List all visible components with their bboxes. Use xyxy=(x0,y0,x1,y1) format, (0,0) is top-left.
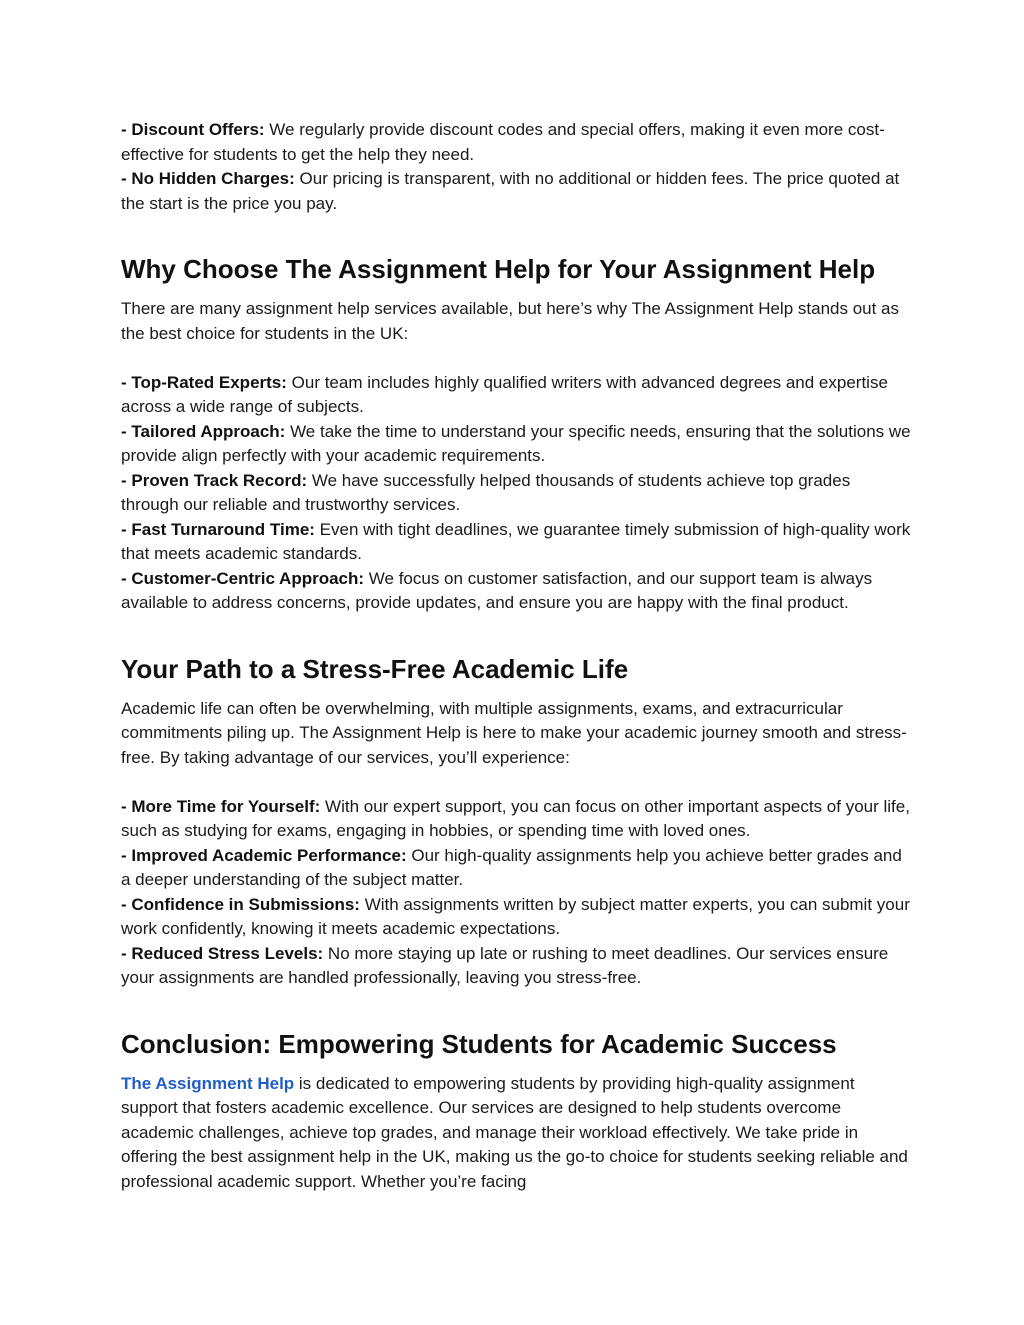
item-label: - No Hidden Charges: xyxy=(121,169,295,188)
item-text: We take the time to understand your specific needs, ensuring that the solutions we provide align perfectly with your academic requirements. xyxy=(121,421,911,465)
item-text: Our pricing is transparent, with no additional or hidden fees. The price quoted at the start is the price you pay. xyxy=(121,169,900,213)
section-heading: Why Choose The Assignment Help for Your Assignment Help xyxy=(121,254,876,284)
list-item xyxy=(121,795,911,844)
item-text: Even with tight deadlines, we guarantee timely submission of high-quality work that meets academic standards. xyxy=(121,519,911,563)
section-why-choose xyxy=(121,253,911,616)
item-text: With our expert support, you can focus on other important aspects of your life, such as studying for exams, engaging in hobbies, or spending time with loved ones. xyxy=(121,796,910,840)
item-label: - Proven Track Record: xyxy=(121,470,308,490)
item-text: No more staying up late or rushing to meet deadlines. Our services ensure your assignments are handled professionally, leaving you stress-free. xyxy=(121,943,889,987)
item-label: - Customer-Centric Approach: xyxy=(121,568,365,588)
section-stress-free xyxy=(121,653,911,991)
item-text: We focus on customer satisfaction, and our support team is always available to address concerns, provide updates, and ensure you are happy with the final product. xyxy=(121,568,873,612)
list-item xyxy=(121,167,911,216)
section-intro: Academic life can often be overwhelming, with multiple assignments, exams, and extracurricular commitments piling up. The Assignment Help is here to make your academic journey smooth and stress-free. By taking advantage of our services, you’ll experience: xyxy=(121,698,907,767)
document-page xyxy=(121,118,911,1194)
item-label: - Reduced Stress Levels: xyxy=(121,943,324,963)
section-conclusion xyxy=(121,1028,911,1195)
conclusion-paragraph xyxy=(121,1072,911,1195)
item-text: With assignments written by subject matter experts, you can submit your work confidently, knowing it meets academic expectations. xyxy=(121,894,910,938)
item-label: - Tailored Approach: xyxy=(121,421,286,441)
item-text: We have successfully helped thousands of students achieve top grades through our reliable and trustworthy services. xyxy=(121,470,851,514)
section-heading: Your Path to a Stress-Free Academic Life xyxy=(121,653,629,684)
list-item xyxy=(121,567,911,616)
item-text: Our high-quality assignments help you achieve better grades and a deeper understanding of the subject matter. xyxy=(121,845,902,889)
list-item xyxy=(121,469,911,518)
list-item xyxy=(121,118,911,167)
section-intro: There are many assignment help services available, but here’s why The Assignment Help stands out as the best choice for students in the UK: xyxy=(121,299,900,343)
section-heading: Conclusion: Empowering Students for Academic Success xyxy=(121,1028,837,1059)
item-text: Our team includes highly qualified writers with advanced degrees and expertise across a wide range of subjects. xyxy=(121,372,888,416)
conclusion-text: is dedicated to empowering students by providing high-quality assignment support that fosters academic excellence. Our services are designed to help students overcome academic challenges, achieve top grades, and manage their workload effectively. We take pride in offering the best assignment help in the UK, making us the go-to choice for students seeking reliable and professional academic support. Whether you’re facing xyxy=(121,1073,908,1191)
list-item xyxy=(121,420,911,469)
list-item xyxy=(121,371,911,420)
assignment-help-link[interactable]: The Assignment Help xyxy=(121,1073,295,1093)
list-item xyxy=(121,893,911,942)
list-item xyxy=(121,518,911,567)
item-label: - Improved Academic Performance: xyxy=(121,845,407,865)
item-label: - Fast Turnaround Time: xyxy=(121,519,315,539)
pricing-list xyxy=(121,118,911,216)
item-label: - Confidence in Submissions: xyxy=(121,894,360,914)
item-label: - More Time for Yourself: xyxy=(121,796,321,816)
item-label: - Discount Offers: xyxy=(121,120,265,139)
list-item xyxy=(121,844,911,893)
item-text: We regularly provide discount codes and special offers, making it even more cost-effective for students to get the help they need. xyxy=(121,120,885,164)
list-item xyxy=(121,942,911,991)
item-label: - Top-Rated Experts: xyxy=(121,372,287,392)
